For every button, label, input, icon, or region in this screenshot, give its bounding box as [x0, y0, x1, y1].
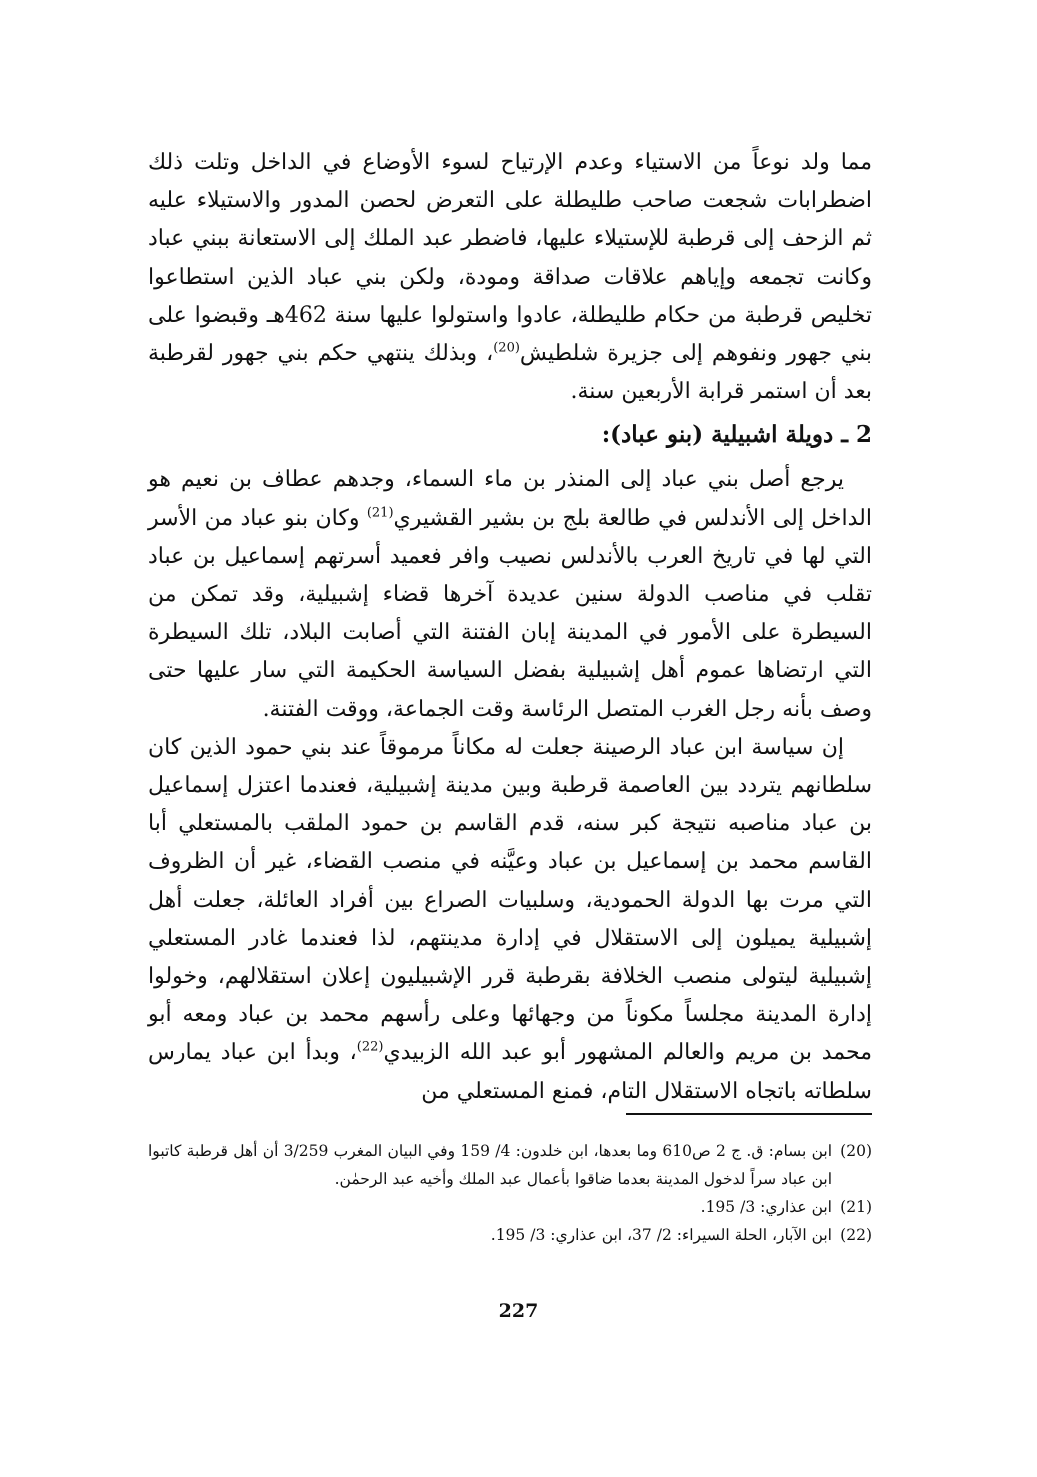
paragraph-1-text: مما ولد نوعاً من الاستياء وعدم الإرتياح لسوء الأوضاع في الداخل وتلت ذلك اضطرابات شجعت صاحب طليطلة على التعرض لحصن المدور والاستيلاء عليه ثم الزحف إلى قرطبة للإستيلاء عليها، فاضطر عبد الملك إلى الاستعانة ببني عباد وكانت تجمعه وإياهم علاقات صداقة ومودة، ولكن بني عباد الذين استطاعوا تخليص قرطبة من حكام طليطلة، عادوا واستولوا عليها سنة 462هـ وقبضوا على بني جهور ونفوهم إلى جزيرة شلطيش: [148, 150, 873, 367]
footnote-20: [148, 1137, 872, 1193]
footnote-number: (21): [840, 1198, 872, 1216]
footnote-22: [148, 1221, 872, 1249]
paragraph-3: [148, 729, 872, 1111]
section-heading: 2 ـ دويلة اشبيلية (بنو عباد):: [601, 421, 872, 449]
footnote-ref-22: (22): [356, 1040, 384, 1056]
paragraph-2-text: يرجع أصل بني عباد إلى المنذر بن ماء السماء، وجدهم عطاف بن نعيم هو الداخل إلى الأندلس في طالعة بلج بن بشير القشيري: [148, 467, 872, 531]
footnote-separator: [626, 1113, 872, 1115]
main-body-text: [148, 144, 872, 1111]
footnote-21: [148, 1193, 872, 1221]
footnote-text: ابن عذاري: 3/ 195.: [700, 1198, 832, 1216]
paragraph-1-text-after: ، وبذلك ينتهي حكم بني جهور لقرطبة بعد أن استمر قرابة الأربعين سنة.: [148, 341, 872, 405]
footnote-number: (22): [840, 1226, 872, 1244]
footnote-number: (20): [840, 1142, 872, 1160]
footnote-text: ابن بسام: ق. ج 2 ص610 وما بعدها، ابن خلدون: 4/ 159 وفي البيان المغرب 3/259 أن أهل قرطبة كاتبوا ابن عباد سراً لدخول المدينة بعدما ضاقوا بأعمال عبد الملك وأخيه عبد الرحمٰن.: [148, 1142, 832, 1188]
paragraph-2: [148, 461, 872, 728]
paragraph-3-text: إن سياسة ابن عباد الرصينة جعلت له مكاناً مرموقاً عند بني حمود الذين كان سلطانهم يتردد بين العاصمة قرطبة وبين مدينة إشبيلية، فعندما اعتزل إسماعيل بن عباد مناصبه نتيجة كبر سنه، قدم القاسم بن حمود الملقب بالمستعلي أبا القاسم محمد بن إسماعيل بن عباد وعيَّنه في منصب القضاء، غير أن الظروف التي مرت بها الدولة الحمودية، وسلبيات الصراع بين أفراد العائلة، جعلت أهل إشبيلية يميلون إلى الاستقلال في إدارة مدينتهم، لذا فعندما غادر المستعلي إشبيلية ليتولى منصب الخلافة بقرطبة قرر الإشبيليون إعلان استقلالهم، وخولوا إدارة المدينة مجلساً مكوناً من وجهائها وعلى رأسهم محمد بن عباد ومعه أبو محمد بن مريم والعالم المشهور أبو عبد الله الزبيدي: [148, 734, 872, 1066]
footnotes-section: [148, 1137, 872, 1249]
paragraph-3-text-after: ، وبدأ ابن عباد يمارس سلطاته باتجاه الاستقلال التام، فمنع المستعلي من: [148, 1040, 872, 1104]
footnote-text: ابن الآبار، الحلة السيراء: 2/ 37، ابن عذاري: 3/ 195.: [490, 1226, 832, 1244]
footnote-ref-21: (21): [366, 505, 394, 521]
paragraph-1: [148, 144, 872, 411]
paragraph-2-text-after: وكان بنو عباد من الأسر التي لها في تاريخ العرب بالأندلس نصيب وافر فعميد أسرتهم إسماعيل بن عباد تقلب في مناصب الدولة سنين عديدة آخرها قضاء إشبيلية، وقد تمكن من السيطرة على الأمور في المدينة إبان الفتنة التي أصابت البلاد، تلك السيطرة التي ارتضاها عموم أهل إشبيلية بفضل السياسة الحكيمة التي سار عليها حتى وصف بأنه رجل الغرب المتصل الرئاسة وقت الجماعة، ووقت الفتنة.: [148, 505, 872, 722]
footnote-ref-20: (20): [493, 340, 520, 356]
page-number: 227: [498, 1300, 539, 1322]
